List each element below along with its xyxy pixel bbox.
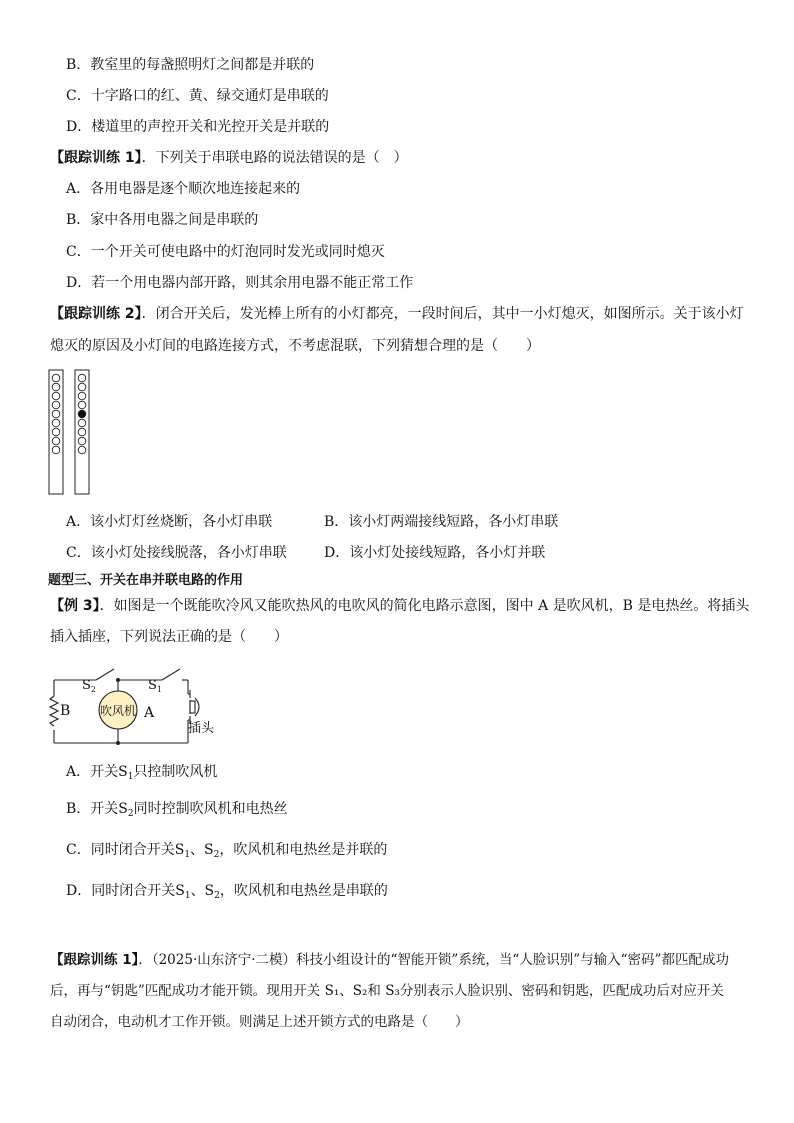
question-stem-line2: 后，再与“钥匙”匹配成功才能开锁。现用开关 S₁、S₂和 S₃分别表示人脸识别、密码和钥匙，匹配成功后对应开关 [50,983,724,999]
option-b[interactable]: B．家中各用电器之间是串联的 [66,212,259,228]
plug-icon [188,690,199,724]
question-tag: 【跟踪训练 1】 [50,952,139,968]
question-tag: 【跟踪训练 1】 [50,150,142,166]
bulb [52,428,60,436]
bulb [52,383,60,391]
bulb [52,401,60,409]
bulb [78,383,86,391]
option-d[interactable]: D．同时闭合开关$S_1$、$S_2$，吹风机和电热丝是串联的 [66,883,388,901]
switch-s1 [162,669,180,680]
option-b[interactable]: B．该小灯两端接线短路，各小灯串联 [324,514,559,530]
label-b: B [60,703,71,719]
option-a[interactable]: A．各用电器是逐个顺次地连接起来的 [66,181,301,197]
option-c[interactable]: C．一个开关可使电路中的灯泡同时发光或同时熄灭 [66,244,385,260]
option-c[interactable]: C．十字路口的红、黄、绿交通灯是串联的 [66,88,329,104]
option-a[interactable]: A．开关$S_1$只控制吹风机 [66,764,218,782]
bulb [52,392,60,400]
question-train2 [50,305,744,323]
hair-dryer-circuit [44,660,234,750]
light-bar-left [49,370,63,494]
bulb [78,437,86,445]
question-stem-line3: 自动闭合，电动机才工作开锁。则满足上述开锁方式的电路是（ ） [50,1014,469,1030]
question-tag: 【例 3】 [50,598,100,614]
switch-s2 [96,669,114,680]
light-bar-figure [46,368,96,496]
option-b[interactable]: B．开关$S_2$同时控制吹风机和电热丝 [66,801,288,819]
bulb [52,410,60,418]
label-blower: 吹风机 [99,704,137,718]
bulb [78,419,86,427]
option-b[interactable]: B．教室里的每盏照明灯之间都是并联的 [66,57,315,73]
bulb [78,392,86,400]
question-stem-line2: 熄灭的原因及小灯间的电路连接方式，不考虑混联，下列猜想合理的是（ ） [50,338,540,354]
option-d[interactable]: D．若一个用电器内部开路，则其余用电器不能正常工作 [66,275,414,291]
label-a: A [144,705,155,721]
question-stem: ．闭合开关后，发光棒上所有的小灯都亮，一段时间后，其中一小灯熄灭，如图所示。关于该小灯 [141,306,744,322]
option-a[interactable]: A．该小灯灯丝烧断，各小灯串联 [66,514,273,530]
option-d[interactable]: D．该小灯处接线短路，各小灯并联 [324,545,546,561]
question-example3 [50,597,749,615]
bulb [78,374,86,382]
light-bar-right [75,370,89,494]
bulb [78,428,86,436]
section-heading: 题型三、开关在串并联电路的作用 [48,573,244,588]
bulb [52,437,60,445]
label-s1: $S_1$ [148,678,162,694]
question-stem: ．（2025·山东济宁·二模）科技小组设计的“智能开锁”系统，当“人脸识别”与输入“密码”都匹配成功 [138,952,729,968]
question-train3 [50,951,729,969]
option-c[interactable]: C．同时闭合开关$S_1$、$S_2$，吹风机和电热丝是并联的 [66,842,388,860]
question-stem-line2: 插入插座，下列说法正确的是（ ） [50,629,288,645]
option-d[interactable]: D．楼道里的声控开关和光控开关是并联的 [66,119,330,135]
question-stem: ．下列关于串联电路的说法错误的是（ ） [141,150,408,166]
bulb [52,374,60,382]
bulb-off [78,410,86,418]
question-tag: 【跟踪训练 2】 [50,306,142,322]
bulb [78,401,86,409]
bulb [78,446,86,454]
heater-resistor-b [50,696,58,726]
option-c[interactable]: C．该小灯处接线脱落，各小灯串联 [66,545,287,561]
question-stem: ．如图是一个既能吹冷风又能吹热风的电吹风的简化电路示意图，图中 A 是吹风机，B 是电热丝。将插头 [99,598,750,614]
question-train1 [50,149,408,167]
label-plug: 插头 [188,721,215,736]
bulb [52,419,60,427]
bulb [52,446,60,454]
label-s2: $S_2$ [82,678,96,694]
